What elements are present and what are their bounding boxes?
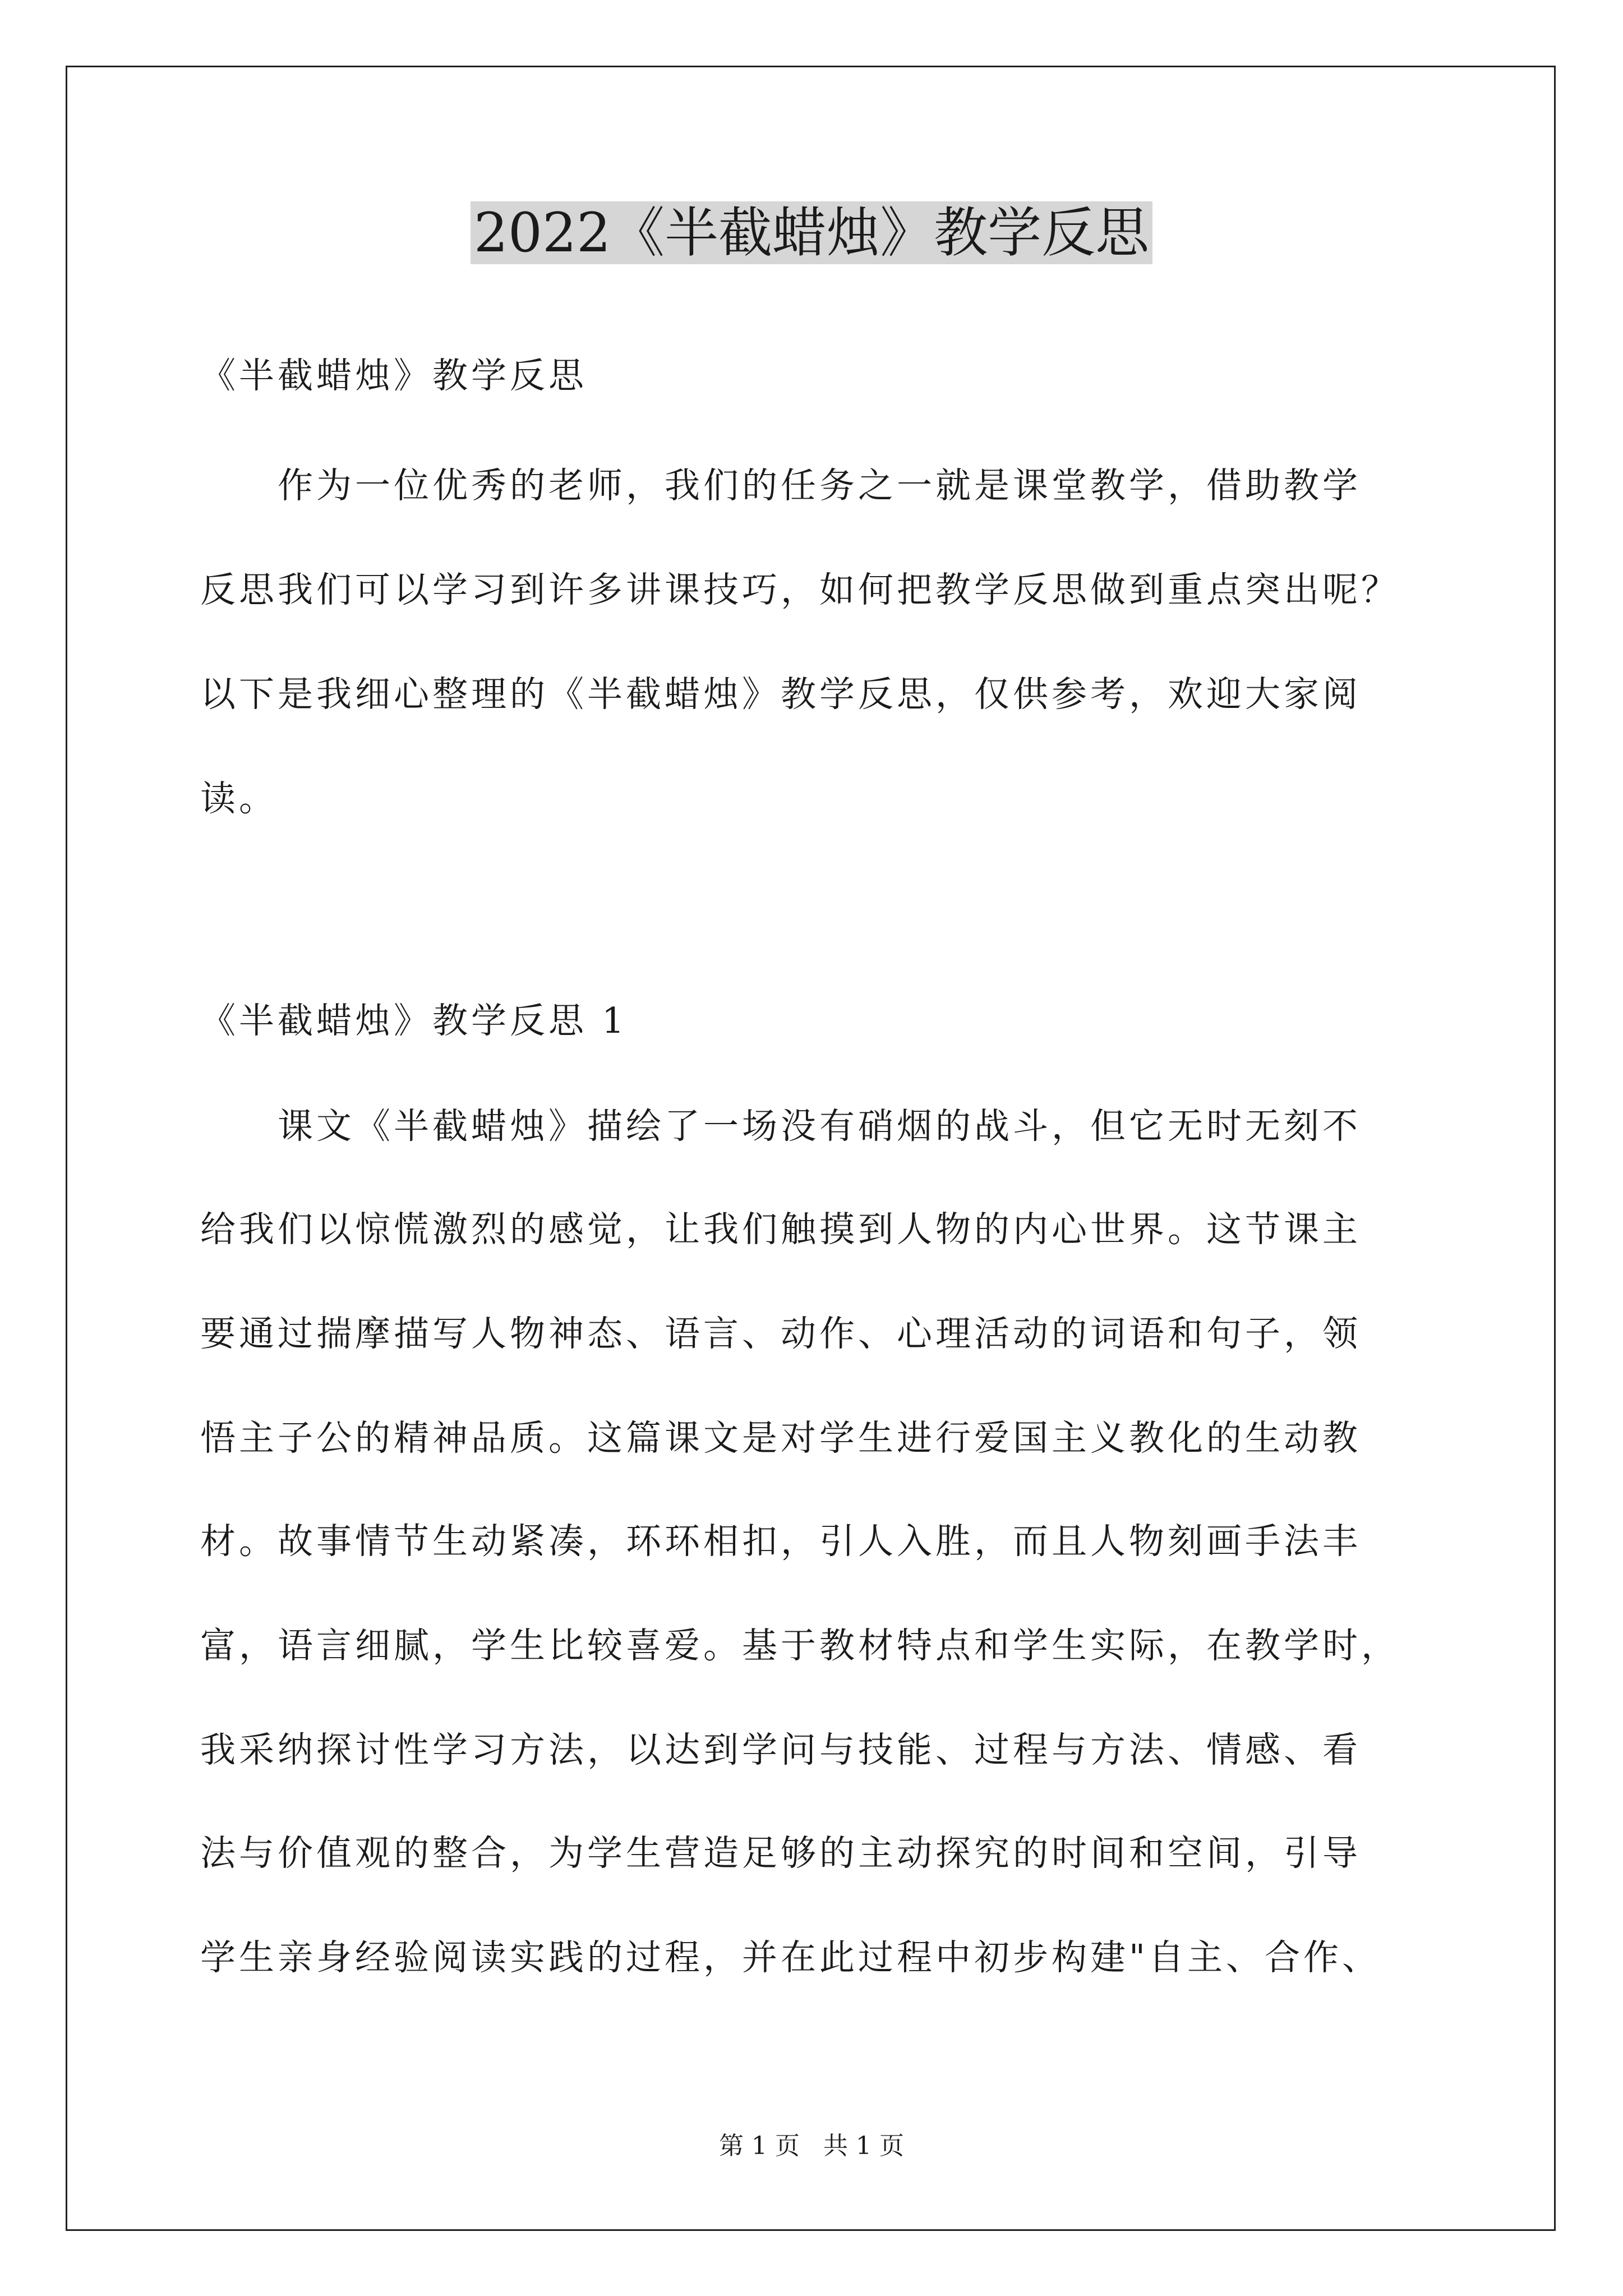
- page-total: 共 1 页: [823, 2132, 904, 2160]
- document-title: [0, 195, 1623, 271]
- paragraph-line: 反思我们可以学习到许多讲课技巧，如何把教学反思做到重点突出呢？: [200, 569, 1400, 610]
- paragraph-line: 给我们以惊慌激烈的感觉，让我们触摸到人物的内心世界。这节课主: [200, 1209, 1361, 1250]
- page-footer: [0, 2129, 1623, 2163]
- paragraph-line: 富，语言细腻，学生比较喜爱。基于教材特点和学生实际，在教学时，: [200, 1625, 1400, 1666]
- paragraph-line: 读。: [200, 778, 278, 819]
- paragraph-line: 要通过揣摩描写人物神态、语言、动作、心理活动的词语和句子，领: [200, 1313, 1361, 1354]
- paragraph-line: 学生亲身经验阅读实践的过程，并在此过程中初步构建"自主、合作、: [200, 1937, 1381, 1978]
- document-title-text: 2022《半截蜡烛》教学反思: [471, 201, 1152, 264]
- paragraph-line: 悟主子公的精神品质。这篇课文是对学生进行爱国主义教化的生动教: [200, 1418, 1361, 1458]
- paragraph-line: 法与价值观的整合，为学生营造足够的主动探究的时间和空间，引导: [200, 1833, 1361, 1874]
- page-number: 第 1 页: [719, 2132, 800, 2160]
- paragraph-line: 课文《半截蜡烛》描绘了一场没有硝烟的战斗，但它无时无刻不: [200, 1106, 1361, 1147]
- section-heading: 《半截蜡烛》教学反思 1: [200, 1000, 628, 1041]
- paragraph-line: 以下是我细心整理的《半截蜡烛》教学反思，仅供参考，欢迎大家阅: [200, 674, 1361, 715]
- intro-heading: 《半截蜡烛》教学反思: [200, 355, 587, 396]
- paragraph-line: 作为一位优秀的老师，我们的任务之一就是课堂教学，借助教学: [200, 465, 1361, 506]
- paragraph-line: 材。故事情节生动紧凑，环环相扣，引人入胜，而且人物刻画手法丰: [200, 1521, 1361, 1562]
- paragraph-line: 我采纳探讨性学习方法，以达到学问与技能、过程与方法、情感、看: [200, 1729, 1361, 1770]
